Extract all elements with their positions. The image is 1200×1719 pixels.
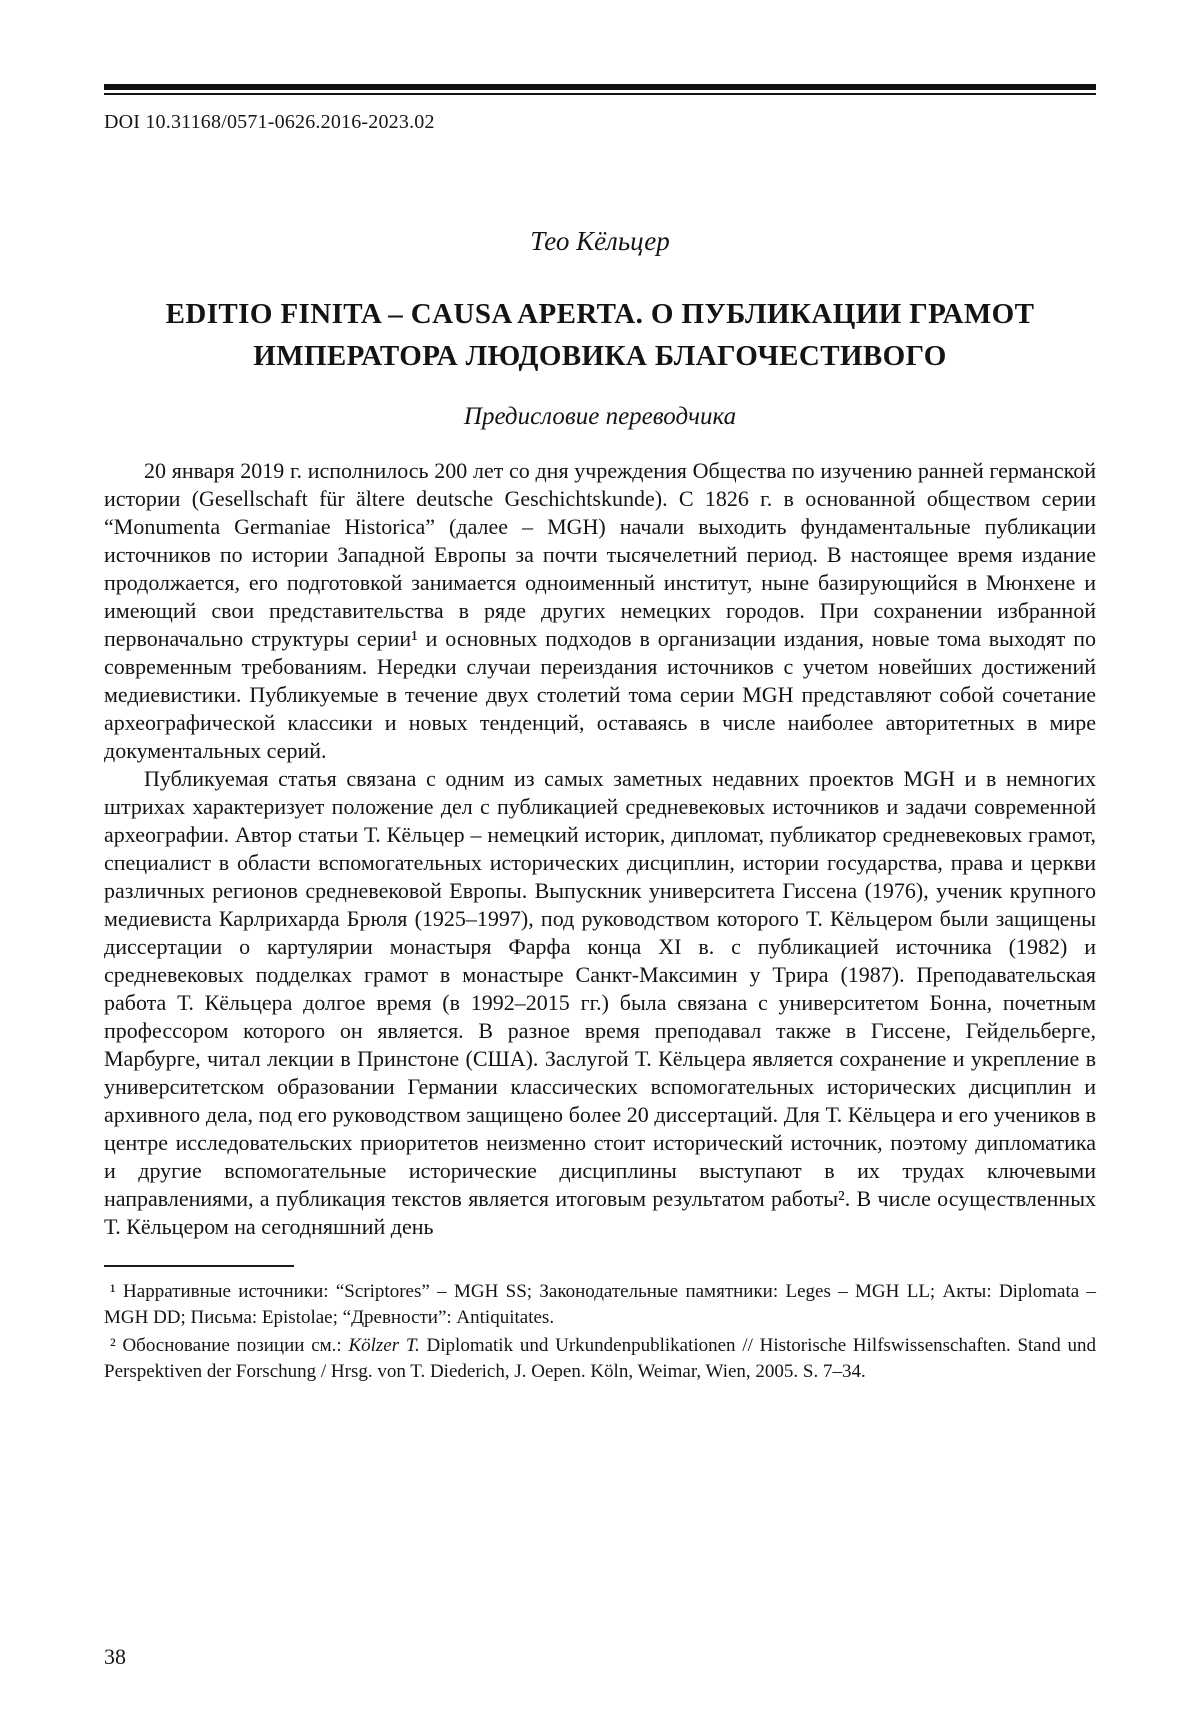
footnote-1: [104, 1279, 1096, 1331]
footnotes-section: [104, 1265, 1096, 1385]
footnote-2-rest: Diplomatik und Urkundenpublikationen // Historische Hilfswissenschaften. Stand und Perspektiven der Forschung / Hrsg. von T. Diederich, J. Oepen. Köln, Weimar, Wien, 2005. S. 7–34.: [104, 1335, 1096, 1382]
article-title: EDITIO FINITA – CAUSA APERTA. О ПУБЛИКАЦИИ ГРАМОТ ИМПЕРАТОРА ЛЮДОВИКА БЛАГОЧЕСТИВОГО: [165, 298, 1035, 372]
doi: DOI 10.31168/0571-0626.2016-2023.02: [104, 111, 435, 133]
article-subtitle: Предисловие переводчика: [463, 403, 737, 430]
footnote-separator: [104, 1265, 294, 1267]
header-rule: [104, 84, 1096, 95]
footnote-2-author-italic: Kölzer T.: [348, 1335, 420, 1356]
article-body: [104, 457, 1096, 1241]
page-number: 38: [104, 1644, 126, 1669]
paragraph-2: Публикуемая статья связана с одним из самых заметных недавних проектов MGH и в немногих штрихах характеризует положение дел с публикацией средневековых источников и задачи современной археографии. Автор статьи Т. Кёльцер – немецкий историк, дипломат, публикатор средневековых грамот, специалист в области вспомогательных исторических дисциплин, истории государства, права и церкви различных регионов средневековой Европы. Выпускник университета Гиссена (1976), ученик крупного медиевиста Карлрихарда Брюля (1925–1997), под руководством которого Т. Кёльцером были защищены диссертации о картулярии монастыря Фарфа конца XI в. с публикацией источника (1982) и средневековых подделках грамот в монастыре Санкт-Максимин у Трира (1987). Преподавательская работа Т. Кёльцера долгое время (в 1992–2015 гг.) была связана с университетом Бонна, почетным профессором которого он является. В разное время преподавал также в Гиссене, Гейдельберге, Марбурге, читал лекции в Принстоне (США). Заслугой Т. Кёльцера является сохранение и укрепление в университетском образовании Германии классических вспомогательных исторических дисциплин и архивного дела, под его руководством защищено более 20 диссертаций. Для Т. Кёльцера и его учеников в центре исследовательских приоритетов неизменно стоит исторический источник, поэтому дипломатика и другие вспомогательные исторические дисциплины выступают в их трудах ключевыми направлениями, а публикация текстов является итоговым результатом работы². В числе осуществленных Т. Кёльцером на сегодняшний день: [104, 766, 1096, 1239]
paragraph-1: 20 января 2019 г. исполнилось 200 лет со дня учреждения Общества по изучению ранней германской истории (Gesellschaft für ältere deutsche Geschichtskunde). С 1826 г. в основанной обществом серии “Monumenta Germaniae Historica” (далее – MGH) начали выходить фундаментальные публикации источников по истории Западной Европы за почти тысячелетний период. В настоящее время издание продолжается, его подготовкой занимается одноименный институт, ныне базирующийся в Мюнхене и имеющий свои представительства в ряде других немецких городов. При сохранении избранной первоначально структуры серии¹ и основных подходов в организации издания, новые тома выходят по современным требованиям. Нередки случаи переиздания источников с учетом новейших достижений медиевистики. Публикуемые в течение двух столетий тома серии MGH представляют собой сочетание археографической классики и новых тенденций, оставаясь в числе наиболее авторитетных в мире документальных серий.: [104, 458, 1096, 763]
footnote-2: [104, 1333, 1096, 1385]
footnote-2-prefix: ² Обоснование позиции см.:: [110, 1335, 349, 1356]
thin-rule: [104, 93, 1096, 95]
footnote-1-text: ¹ Нарративные источники: “Scriptores” – MGH SS; Законодательные памятники: Leges – MGH LL; Акты: Diplomata – MGH DD; Письма: Epistolae; “Древности”: Antiquitates.: [104, 1281, 1096, 1328]
article-author: Тео Кёльцер: [530, 226, 670, 256]
thick-rule: [104, 84, 1096, 90]
